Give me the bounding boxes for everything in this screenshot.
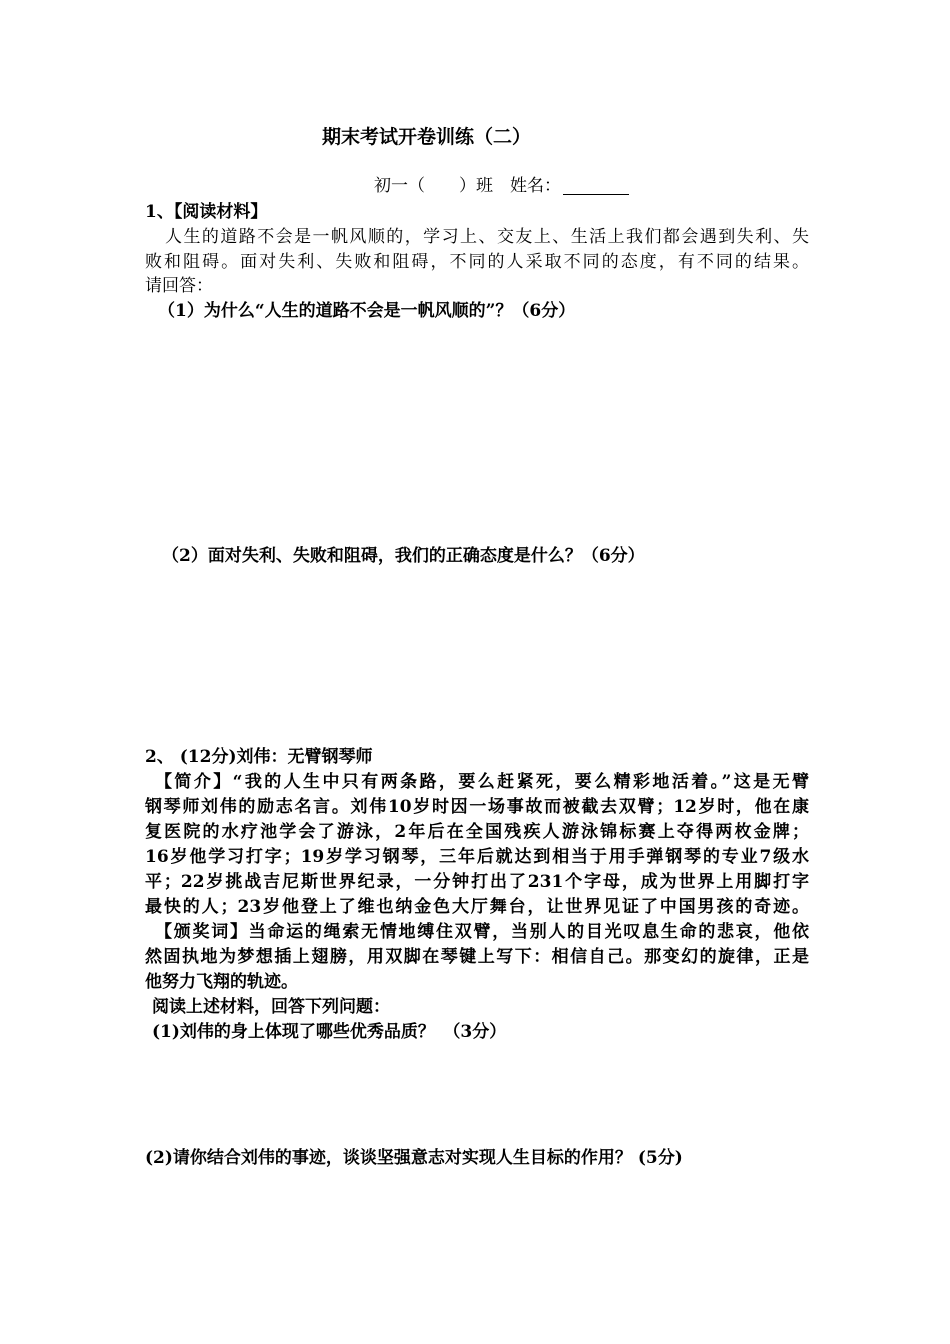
q2-intro-line: 平；22岁挑战吉尼斯世界纪录，一分钟打出了231个字母，成为世界上用脚打字 [145, 872, 809, 892]
q2-heading: 2、 (12分)刘伟：无臂钢琴师 [145, 747, 373, 767]
q1-heading: 1、【阅读材料】 [145, 202, 268, 222]
q1-sub2: （2）面对失利、失败和阻碍，我们的正确态度是什么？（6分） [162, 546, 645, 566]
q1-para-line: 请回答： [145, 276, 213, 296]
q2-award-line: 他努力飞翔的轨迹。 [145, 972, 298, 992]
q2-intro-line: 复医院的水疗池学会了游泳，2年后在全国残疾人游泳锦标赛上夺得两枚金牌； [145, 822, 809, 842]
q2-sub2: (2)请你结合刘伟的事迹，谈谈坚强意志对实现人生目标的作用？ (5分) [145, 1148, 683, 1168]
q2-sub1: (1)刘伟的身上体现了哪些优秀品质？ （3分） [152, 1022, 507, 1042]
q1-sub1: （1）为什么“人生的道路不会是一帆风顺的”？（6分） [158, 301, 576, 321]
q2-prompt: 阅读上述材料，回答下列问题： [152, 997, 390, 1017]
q2-award-line: 【颁奖词】当命运的绳索无情地缚住双臂，当别人的目光叹息生命的悲哀，他依 [155, 922, 809, 942]
page-title: 期末考试开卷训练（二） [322, 126, 532, 148]
q2-intro-line: 最快的人；23岁他登上了维也纳金色大厅舞台，让世界见证了中国男孩的奇迹。 [145, 897, 809, 917]
q2-intro-line: 钢琴师刘伟的励志名言。刘伟10岁时因一场事故而被截去双臂；12岁时，他在康 [145, 797, 809, 817]
class-name-line [374, 174, 629, 198]
q1-para-line: 人生的道路不会是一帆风顺的，学习上、交友上、生活上我们都会遇到失利、失 [165, 227, 809, 247]
class-name-label: 初一（ ）班 姓名： [374, 176, 561, 196]
q2-award-line: 然固执地为梦想插上翅膀，用双脚在琴键上写下：相信自己。那变幻的旋律，正是 [145, 947, 809, 967]
q2-intro-line: 【简介】“我的人生中只有两条路，要么赶紧死，要么精彩地活着。”这是无臂 [155, 772, 809, 792]
name-blank [563, 176, 629, 195]
q2-intro-line: 16岁他学习打字；19岁学习钢琴，三年后就达到相当于用手弹钢琴的专业7级水 [145, 847, 809, 867]
q1-para-line: 败和阻碍。面对失利、失败和阻碍，不同的人采取不同的态度，有不同的结果。 [145, 252, 809, 272]
